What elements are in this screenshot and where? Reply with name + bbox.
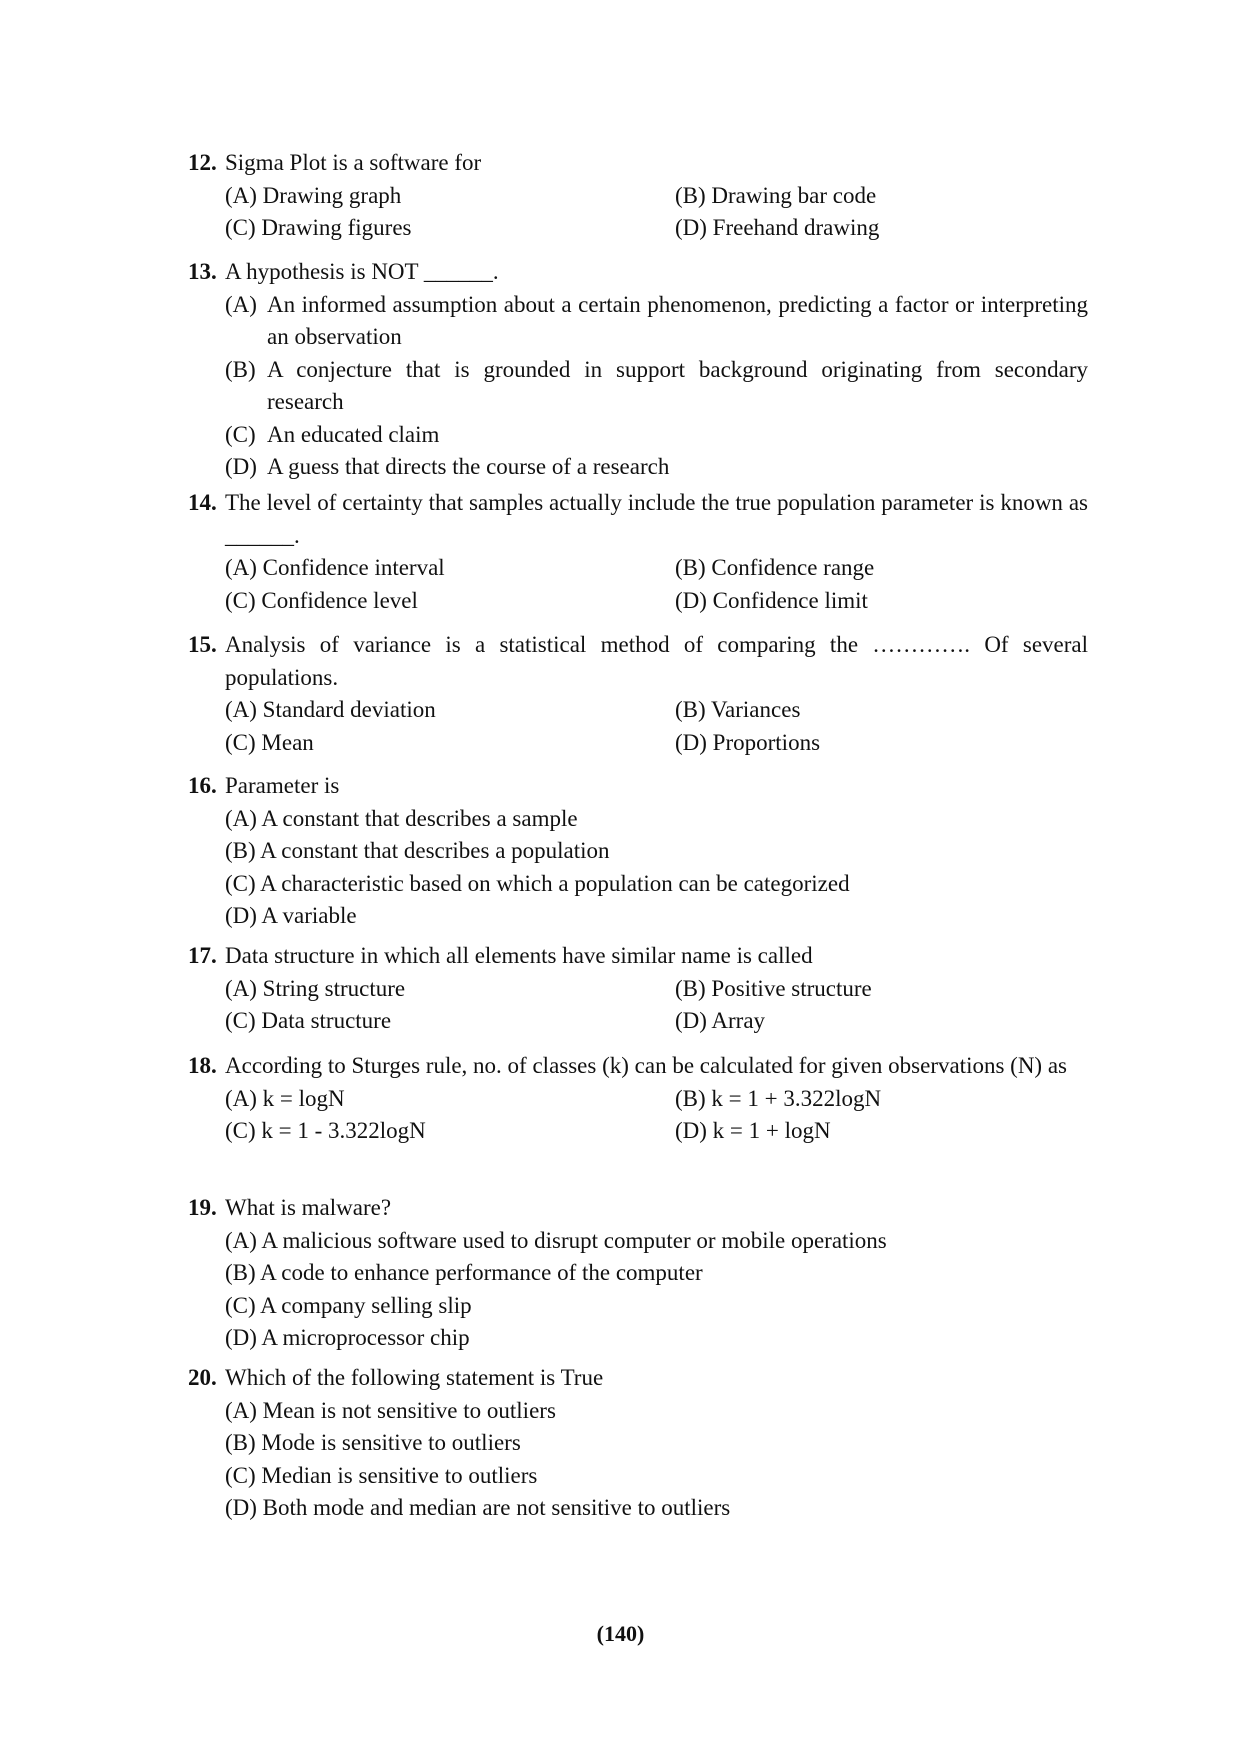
option-label: (A) [225, 291, 257, 317]
option-c: (C) Mean [225, 729, 314, 755]
option-a: (A) A constant that describes a sample [225, 805, 578, 831]
option-text: A conjecture that is grounded in support background originating from secondary research [267, 356, 1088, 414]
option-a: (A) Mean is not sensitive to outliers [225, 1397, 556, 1423]
option-c: (C) Confidence level [225, 587, 418, 613]
question-stem [188, 256, 1088, 289]
option-c: (C) A characteristic based on which a population can be categorized [225, 870, 850, 896]
option-label: (B) [225, 356, 256, 382]
question-15 [188, 629, 1088, 759]
question-number: 19. [188, 1195, 217, 1220]
option-label: (C) [225, 421, 256, 447]
option-d: (D) Both mode and median are not sensitive to outliers [225, 1495, 731, 1520]
question-text: Parameter is [225, 773, 340, 798]
question-text: Analysis of variance is a statistical method of comparing the …………. Of several populations. [225, 632, 1088, 690]
question-number: 14. [188, 490, 217, 515]
option-b: (B) A code to enhance performance of the computer [225, 1260, 703, 1285]
question-stem [188, 1362, 1088, 1395]
option-d: (D) Array [675, 1008, 766, 1033]
question-stem [188, 770, 1088, 803]
option-b: (B) Drawing bar code [675, 182, 877, 208]
question-18 [188, 1050, 1088, 1148]
option-b: (B) Mode is sensitive to outliers [225, 1430, 521, 1455]
option-a: (A) A malicious software used to disrupt computer or mobile operations [225, 1227, 887, 1253]
question-number: 18. [188, 1053, 217, 1078]
option-a: (A) Standard deviation [225, 697, 436, 722]
option-a: (A) Confidence interval [225, 555, 445, 580]
question-20 [188, 1362, 1088, 1525]
question-16 [188, 770, 1088, 933]
question-text: Which of the following statement is True [225, 1365, 604, 1390]
question-19 [188, 1192, 1088, 1355]
option-d: (D) k = 1 + logN [675, 1118, 831, 1143]
question-stem [188, 940, 1088, 973]
option-d: (D) Confidence limit [675, 587, 868, 613]
question-text: Sigma Plot is a software for [225, 150, 482, 175]
option-d: (D) Freehand drawing [675, 215, 880, 240]
question-text: According to Sturges rule, no. of classes (k) can be calculated for given observations (N) as [225, 1053, 1068, 1078]
question-text: The level of certainty that samples actually include the true population parameter is known as ______. [225, 490, 1088, 548]
question-stem [188, 487, 1088, 552]
option-text: An informed assumption about a certain phenomenon, predicting a factor or interpreting an observation [267, 291, 1088, 349]
question-number: 20. [188, 1365, 217, 1390]
option-d [225, 451, 1088, 484]
option-c: (C) A company selling slip [225, 1292, 472, 1318]
option-b: (B) A constant that describes a population [225, 838, 610, 863]
option-label: (D) [225, 454, 257, 479]
option-a: (A) k = logN [225, 1085, 345, 1111]
question-number: 17. [188, 943, 217, 968]
option-c: (C) Data structure [225, 1008, 392, 1033]
question-stem [188, 629, 1088, 694]
option-c: (C) Drawing figures [225, 215, 412, 240]
option-d: (D) A microprocessor chip [225, 1325, 470, 1350]
option-c: (C) Median is sensitive to outliers [225, 1462, 538, 1488]
question-text: What is malware? [225, 1195, 392, 1220]
option-b: (B) Positive structure [675, 975, 872, 1001]
question-17 [188, 940, 1088, 1038]
option-b: (B) k = 1 + 3.322logN [675, 1085, 882, 1111]
option-a: (A) Drawing graph [225, 182, 402, 208]
option-b: (B) Confidence range [675, 555, 875, 580]
option-b [225, 354, 1088, 419]
option-a [225, 289, 1088, 354]
option-d: (D) Proportions [675, 729, 821, 755]
page-number: (140) [596, 1621, 645, 1646]
question-number: 16. [188, 773, 217, 798]
question-text: Data structure in which all elements have similar name is called [225, 943, 813, 968]
option-b: (B) Variances [675, 697, 801, 722]
question-number: 15. [188, 632, 217, 657]
question-number: 13. [188, 259, 217, 284]
question-number: 12. [188, 150, 217, 175]
question-14 [188, 487, 1088, 617]
option-c [225, 419, 1088, 452]
option-d: (D) A variable [225, 903, 357, 928]
question-13 [188, 256, 1088, 484]
option-text: An educated claim [267, 421, 440, 447]
option-a: (A) String structure [225, 975, 406, 1001]
question-stem [188, 1050, 1088, 1083]
question-12 [188, 147, 1088, 245]
option-c: (C) k = 1 - 3.322logN [225, 1118, 426, 1143]
question-stem [188, 147, 1088, 180]
question-text: A hypothesis is NOT ______. [225, 259, 499, 284]
question-stem [188, 1192, 1088, 1225]
option-text: A guess that directs the course of a research [267, 454, 670, 479]
